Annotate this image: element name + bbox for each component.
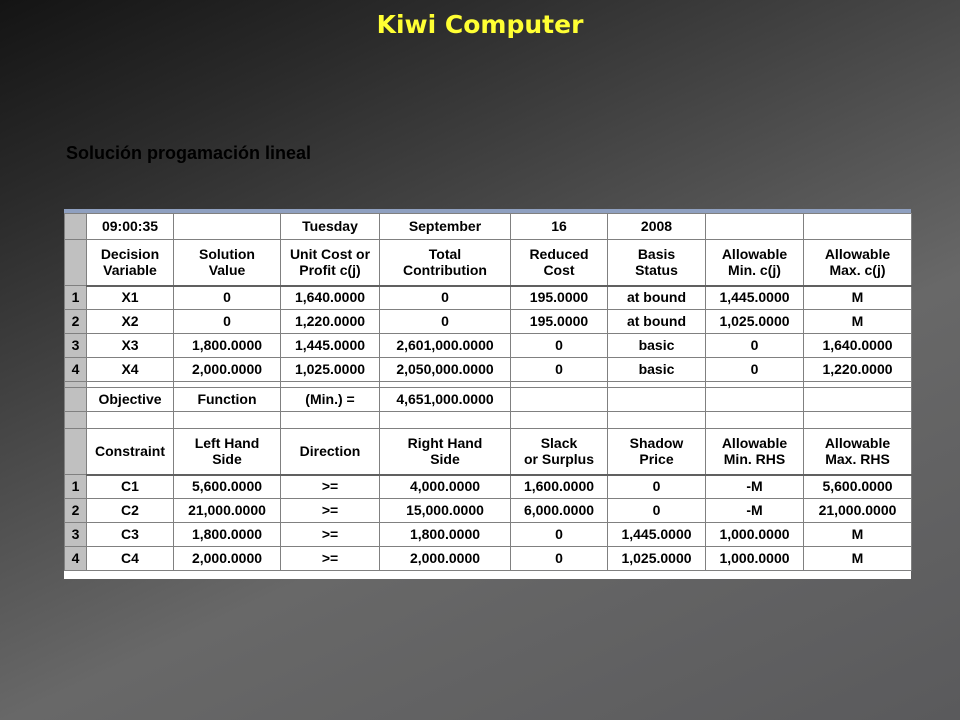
objective-cell[interactable]: (Min.) = <box>281 388 380 412</box>
data-cell[interactable]: 21,000.0000 <box>174 499 281 523</box>
constraint-row <box>65 547 912 571</box>
objective-cell[interactable] <box>804 388 912 412</box>
header-line: Direction <box>299 443 361 460</box>
data-cell[interactable]: basic <box>608 358 706 382</box>
data-cell[interactable]: -M <box>706 475 804 499</box>
row-number[interactable]: 4 <box>65 358 87 382</box>
header-line: Min. c(j) <box>728 262 781 279</box>
data-cell[interactable]: 1,000.0000 <box>706 523 804 547</box>
row-number[interactable]: 1 <box>65 475 87 499</box>
header-line: Allowable <box>824 435 891 452</box>
header-line: Status <box>635 262 678 279</box>
corner-header[interactable] <box>65 214 87 240</box>
variable-row <box>65 286 912 310</box>
variable-header-row <box>65 240 912 286</box>
data-cell[interactable]: 195.0000 <box>511 310 608 334</box>
header-line: Total <box>428 246 462 263</box>
column-header[interactable] <box>608 240 706 286</box>
header-line: Profit c(j) <box>299 262 361 279</box>
header-line: Side <box>212 451 242 468</box>
header-line: Allowable <box>721 246 788 263</box>
column-header[interactable] <box>380 429 511 475</box>
data-cell[interactable]: C4 <box>87 547 174 571</box>
data-cell[interactable]: 1,220.0000 <box>804 358 912 382</box>
header-line: Shadow <box>629 435 684 452</box>
objective-cell[interactable]: Function <box>174 388 281 412</box>
top-info-cell[interactable] <box>706 214 804 240</box>
data-cell[interactable]: 0 <box>380 310 511 334</box>
data-cell[interactable]: 5,600.0000 <box>804 475 912 499</box>
top-info-cell[interactable]: 09:00:35 <box>87 214 174 240</box>
header-line: Slack <box>540 435 578 452</box>
header-line: Left Hand <box>194 435 260 452</box>
data-cell[interactable]: 1,025.0000 <box>281 358 380 382</box>
objective-cell[interactable] <box>511 388 608 412</box>
variable-row <box>65 358 912 382</box>
header-line: Allowable <box>721 435 788 452</box>
data-cell[interactable]: 1,640.0000 <box>281 286 380 310</box>
data-cell[interactable]: 1,025.0000 <box>706 310 804 334</box>
header-line: Right Hand <box>407 435 483 452</box>
data-cell[interactable]: 0 <box>511 523 608 547</box>
top-info-cell[interactable]: Tuesday <box>281 214 380 240</box>
header-line: Max. c(j) <box>829 262 886 279</box>
data-cell[interactable]: 2,601,000.0000 <box>380 334 511 358</box>
data-cell[interactable]: 2,000.0000 <box>380 547 511 571</box>
empty-cell[interactable] <box>804 412 912 429</box>
row-header-blank[interactable] <box>65 388 87 412</box>
data-cell[interactable]: -M <box>706 499 804 523</box>
data-cell[interactable]: 1,640.0000 <box>804 334 912 358</box>
empty-cell[interactable] <box>87 412 174 429</box>
header-line: Side <box>430 451 460 468</box>
data-cell[interactable]: 0 <box>608 475 706 499</box>
empty-cell[interactable] <box>608 412 706 429</box>
data-cell[interactable]: 15,000.0000 <box>380 499 511 523</box>
header-line: Variable <box>103 262 157 279</box>
top-info-cell[interactable] <box>804 214 912 240</box>
top-info-row <box>65 214 912 240</box>
column-header[interactable] <box>380 240 511 286</box>
column-header[interactable] <box>511 429 608 475</box>
objective-cell[interactable]: 4,651,000.0000 <box>380 388 511 412</box>
data-cell[interactable]: 2,000.0000 <box>174 547 281 571</box>
slide-title: Kiwi Computer <box>376 10 584 39</box>
header-line: or Surplus <box>523 451 594 468</box>
row-number[interactable]: 4 <box>65 547 87 571</box>
data-cell[interactable]: 0 <box>174 286 281 310</box>
empty-cell[interactable] <box>174 412 281 429</box>
data-cell[interactable]: >= <box>281 499 380 523</box>
row-header-blank[interactable] <box>65 240 87 286</box>
top-info-cell[interactable]: September <box>380 214 511 240</box>
header-line: Unit Cost or <box>289 246 371 263</box>
constraint-header-row <box>65 429 912 475</box>
header-line: Constraint <box>95 443 165 460</box>
data-cell[interactable]: 1,800.0000 <box>380 523 511 547</box>
header-line: Contribution <box>403 262 487 279</box>
column-header[interactable] <box>804 240 912 286</box>
data-cell[interactable]: 1,800.0000 <box>174 523 281 547</box>
column-header[interactable] <box>174 429 281 475</box>
data-cell[interactable]: 0 <box>511 547 608 571</box>
row-number[interactable]: 2 <box>65 310 87 334</box>
row-number[interactable]: 1 <box>65 286 87 310</box>
empty-cell[interactable] <box>281 412 380 429</box>
row-number[interactable]: 2 <box>65 499 87 523</box>
empty-cell[interactable] <box>511 412 608 429</box>
header-line: Max. RHS <box>825 451 890 468</box>
data-cell[interactable]: 1,445.0000 <box>706 286 804 310</box>
row-header-blank[interactable] <box>65 412 87 429</box>
column-header[interactable] <box>511 240 608 286</box>
empty-cell[interactable] <box>706 412 804 429</box>
top-info-cell[interactable]: 2008 <box>608 214 706 240</box>
data-cell[interactable]: 5,600.0000 <box>174 475 281 499</box>
data-cell[interactable]: 6,000.0000 <box>511 499 608 523</box>
data-cell[interactable]: >= <box>281 523 380 547</box>
spacer-row <box>65 412 912 429</box>
top-info-cell[interactable] <box>174 214 281 240</box>
data-cell[interactable]: C2 <box>87 499 174 523</box>
column-header[interactable] <box>804 429 912 475</box>
data-cell[interactable]: 0 <box>706 334 804 358</box>
header-line: Solution <box>199 246 255 263</box>
header-line: Min. RHS <box>723 451 786 468</box>
header-line: Basis <box>637 246 676 263</box>
empty-cell[interactable] <box>380 412 511 429</box>
objective-cell[interactable] <box>706 388 804 412</box>
column-header[interactable] <box>281 240 380 286</box>
row-number[interactable]: 3 <box>65 523 87 547</box>
header-line: Allowable <box>824 246 891 263</box>
data-cell[interactable]: 0 <box>511 334 608 358</box>
variable-row <box>65 310 912 334</box>
column-header[interactable] <box>706 429 804 475</box>
variable-row <box>65 334 912 358</box>
data-cell[interactable]: C3 <box>87 523 174 547</box>
data-cell[interactable]: X2 <box>87 310 174 334</box>
data-cell[interactable]: 1,000.0000 <box>706 547 804 571</box>
results-table-panel <box>64 209 911 579</box>
column-header[interactable] <box>87 429 174 475</box>
data-cell[interactable]: 1,800.0000 <box>174 334 281 358</box>
objective-cell[interactable] <box>608 388 706 412</box>
data-cell[interactable]: C1 <box>87 475 174 499</box>
data-cell[interactable]: M <box>804 310 912 334</box>
data-cell[interactable]: X3 <box>87 334 174 358</box>
data-cell[interactable]: basic <box>608 334 706 358</box>
data-cell[interactable]: 0 <box>174 310 281 334</box>
data-cell[interactable]: 0 <box>380 286 511 310</box>
header-line: Value <box>208 262 246 279</box>
data-cell[interactable]: X4 <box>87 358 174 382</box>
header-line: Price <box>639 451 674 468</box>
column-header[interactable] <box>608 429 706 475</box>
row-header-blank[interactable] <box>65 429 87 475</box>
slide-subtitle: Solución progamación lineal <box>66 143 312 163</box>
data-cell[interactable]: 0 <box>608 499 706 523</box>
results-table <box>64 213 912 571</box>
data-cell[interactable]: 195.0000 <box>511 286 608 310</box>
data-cell[interactable]: 1,445.0000 <box>608 523 706 547</box>
data-cell[interactable]: at bound <box>608 310 706 334</box>
column-header[interactable] <box>87 240 174 286</box>
objective-row <box>65 388 912 412</box>
header-line: Reduced <box>529 246 589 263</box>
data-cell[interactable]: >= <box>281 475 380 499</box>
data-cell[interactable]: 2,050,000.0000 <box>380 358 511 382</box>
data-cell[interactable]: >= <box>281 547 380 571</box>
header-line: Cost <box>543 262 575 279</box>
column-header[interactable] <box>281 429 380 475</box>
data-cell[interactable]: 4,000.0000 <box>380 475 511 499</box>
constraint-row <box>65 523 912 547</box>
column-header[interactable] <box>174 240 281 286</box>
top-info-cell[interactable]: 16 <box>511 214 608 240</box>
data-cell[interactable]: 0 <box>706 358 804 382</box>
data-cell[interactable]: 1,220.0000 <box>281 310 380 334</box>
column-header[interactable] <box>706 240 804 286</box>
objective-cell[interactable]: Objective <box>87 388 174 412</box>
header-line: Decision <box>100 246 160 263</box>
data-cell[interactable]: 1,025.0000 <box>608 547 706 571</box>
data-cell[interactable]: 2,000.0000 <box>174 358 281 382</box>
data-cell[interactable]: M <box>804 286 912 310</box>
data-cell[interactable]: at bound <box>608 286 706 310</box>
constraint-row <box>65 475 912 499</box>
row-number[interactable]: 3 <box>65 334 87 358</box>
data-cell[interactable]: 0 <box>511 358 608 382</box>
constraint-row <box>65 499 912 523</box>
data-cell[interactable]: M <box>804 547 912 571</box>
data-cell[interactable]: 1,600.0000 <box>511 475 608 499</box>
data-cell[interactable]: X1 <box>87 286 174 310</box>
data-cell[interactable]: 1,445.0000 <box>281 334 380 358</box>
data-cell[interactable]: 21,000.0000 <box>804 499 912 523</box>
data-cell[interactable]: M <box>804 523 912 547</box>
